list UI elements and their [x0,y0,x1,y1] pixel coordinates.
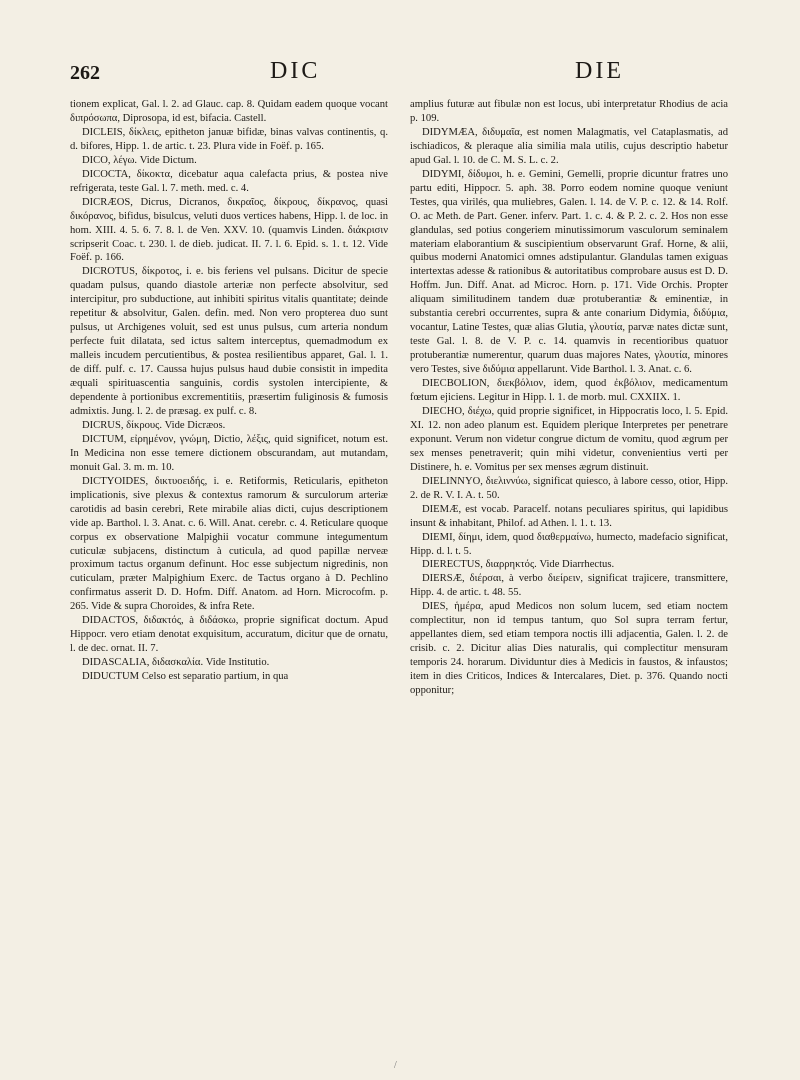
dictionary-entry: DIEMI, δίημι, idem, quod διαθερμαίνω, humecto, madefacio significat, Hipp. d. l. t. 5. [410,531,728,557]
dictionary-entry: DIDASCALIA, διδασκαλία. Vide Institutio. [82,657,270,669]
dictionary-entry: DIDACTOS, διδακτός, à διδάσκω, proprie significat doctum. Apud Hippocr. vero etiam denotat exquisitum, accuratum, dicitur que de ornatu, l. de dec. ornat. II. 7. [70,615,388,655]
dictionary-entry: DICRÆOS, Dicrus, Dicranos, δικραῖος, δίκρους, δίκρανος, quasi δικόρανος, bifidus, bisulcus, veluti duos vertices habens, Hipp. l. de loc. in hom. XIII. 4. 5. 6. 7. 8. l. de Ven. XXV. 10. (quamvis Linden. διάκρισιν scripserit Coac. t. 230. l. de dieb. judicat. II. 7. l. 6. Epid. s. 1. t. 12. Vide Foëf. p. 166. [70,196,388,264]
dictionary-entry: DIERSÆ, διέρσαι, à verbo διείρειν, significat trajicere, transmittere, Hipp. 4. de artic. t. 48. 55. [410,573,728,599]
dictionary-entry: amplius futuræ aut fibulæ non est locus, ubi interpretatur Rhodius de acia p. 109. [410,99,728,124]
dictionary-entry: DIERECTUS, διαρρηκτός. Vide Diarrhectus. [422,559,615,571]
dictionary-entry: tionem explicat, Gal. l. 2. ad Glauc. cap. 8. Quidam eadem quoque vocant διπρόσωπα, Diprosopa, id est, bifacia. Castell. [70,99,388,124]
dictionary-entry: DICROTUS, δίκροτος, i. e. bis feriens vel pulsans. Dicitur de specie quadam pulsus, quando diastole arteriæ non perfecte absolvitur, sed intercipitur, pro subductione, aut inhibiti spiritus vitalis quantitate; deinde repetitur & absolvitur, Galen. defin. med. Non vero propterea duo sunt pulsus, ut Archigenes voluit, sed est unus pulsus, cum arteria nondum perfecte fuit dilatata, sed ictus saltem interceptus, quemadmodum ex malleis incudem percutientibus, & postea resilientibus apparet, Gal. l. 1. de diff. pulf. c. 17. Caussa hujus pulsus haud dubie consistit in impedita æquali spirituascentia sanguinis, cordis systolen intercipiente, & dependente à portionibus excrementitiis, præsertim fuliginosis & fumosis admixtis. Jung. l. 2. de præsag. ex pulf. c. 8. [70,266,388,417]
dictionary-entry: DICLEIS, δίκλεις, epitheton januæ bifidæ, binas valvas continentis, q. d. bifores, Hipp. 1. de artic. t. 23. Plura vide in Foëf. p. 165. [70,126,388,152]
dictionary-entry: DIECHO, διέχω, quid proprie significet, in Hippocratis loco, l. 5. Epid. XI. 12. non adeo planum est. Equidem plerique Interpretes per penetrare exponunt. Verum non videtur congrue dictum de vomitu, quod ægrum per sex menses penetraverit; quin mihi videtur, convenientius verti per Distinere, h. e. Vomitus per sex menses ægrum distinuit. [410,405,728,473]
dictionary-entry: DICOCTA, δίκοκτα, dicebatur aqua calefacta prius, & postea nive refrigerata, teste Gal. l. 7. meth. med. c. 4. [70,168,388,194]
dictionary-entry: DIES, ἡμέρα, apud Medicos non solum lucem, sed etiam noctem complectitur, non id tempus tantum, quo Sol supra terram fertur, appellantes diem, sed etiam tempora noctis illi adjacentia, Galen. l. 2. de crisib. c. 2. Dicitur alias Dies naturalis, qui complectitur mensuram temporis 24. horarum. Dividuntur dies à Medicis in faustos, & infaustos; item in dies Criticos, Indices & Intercalares, Diet. p. 376. Quando nocti opponitur; [410,601,728,697]
left-column [70,98,388,684]
dictionary-entry: DIDUCTUM Celso est separatio partium, in qua [82,671,289,683]
dictionary-entry: DIELINNYO, διελιννύω, significat quiesco, à labore cesso, otior, Hipp. 2. de R. V. I. A. t. 50. [410,475,728,501]
dictionary-entry: DICO, λέγω. Vide Dictum. [82,154,197,166]
dictionary-entry: DIECBOLION, διεκβόλιον, idem, quod ἐκβόλιον, medicamentum fœtum ejiciens. Legitur in Hipp. l. 1. de morb. mul. CXXIIX. 1. [410,378,728,404]
dictionary-entry: DICTUM, εἰρημένον, γνώμη, Dictio, λέξις, quid significet, notum est. In Medicina non esse temere dictionem obscurandam, aut mutandam, monuit Gal. 3. m. m. 10. [70,433,388,473]
right-column [410,98,728,698]
page-number: 262 [70,62,100,84]
running-head-left: DIC [270,58,321,84]
dictionary-entry: DIDYMÆA, διδυμαῖα, est nomen Malagmatis, vel Cataplasmatis, ad ischiadicos, & pleraque alia similia mala utilis, cujus descriptio habetur apud Gal. l. 10. de C. M. S. L. c. 2. [410,126,728,166]
dictionary-entry: DICRUS, δίκρους. Vide Dicræos. [82,419,226,431]
dictionary-entry: DICTYOIDES, δικτυοειδής, i. e. Retiformis, Reticularis, epitheton implicationis, sive plexus & contextus ramorum & surculorum arteriæ carotidis ad basin cerebri, Rete mirabile alias dicti, cujus descriptionem vide ap. Barthol. l. 3. Anat. c. 6. Will. Anat. cerebr. c. 4. Reticulare quoque corpus ex observatione Malpighii vocatur commune integumentum cuticulæ subjacens, distinctum à cuticula, ad quod papillæ nerveæ proximum tactus organum definunt. Hoc esse subjectum nigredinis, non cuticulam, præter Malpighium Exerc. de Tactus organo à D. Pechlino confirmatus asserit D. D. Hofm. Diff. Anatom. ad Horn. Microcofm. p. 265. Vide & supra Choroides, & infra Rete. [70,475,388,613]
running-head-right: DIE [575,58,624,84]
page-header [70,58,730,92]
dictionary-entry: DIEMÆ, est vocab. Paracelf. notans peculiares spiritus, qui lapidibus insunt & inhabitant, Philof. ad Athen. l. 1. t. 13. [410,503,728,529]
dictionary-entry: DIDYMI, δίδυμοι, h. e. Gemini, Gemelli, proprie dicuntur fratres uno partu editi, Hippocr. 5. aph. 38. Porro eodem nomine quoque veniunt Testes, qua virilés, qua muliebres, Galen. l. 14. de V. P. c. 12. & 14. Rolf. O. ac Meth. de Part. Gener. inferv. Part. 1. c. 4. & P. 2. c. 2. Hos non esse glandulas, sed potius congeriem minutissimorum vasculorum seminalem materiam elaborantium & suscipientium observarunt Graf. Horne, & alii, quibus moderni Anatomici omnes adstipulantur. Glandulas tamen exiguas intertextas adesse & rationibus & autoritatibus comprobare ausus est D. D. Hoffm. Jun. Diff. Anat. ad Microc. Horn. p. 171. Vide Orchis. Propter aliquam similitudinem tandem duæ protuberantiæ & eminentiæ, in substantia cerebri occurrentes, supra & ante conarium Didymia, διδύμια, vocantur, Latine Testes, quæ alias Glutia, γλουτία, parvæ nates dictæ sunt, teste Gal. l. 8. de V. P. c. 14. quamvis in recentioribus quatuor protuberantiæ numerentur, quarum duas majores Nates, γλουτία, minores vero Testes, sive διδύμια appellarunt. Vide Barthol. l. 3. Anat. c. 6. [410,168,728,376]
bottom-mark: / [394,1060,397,1071]
